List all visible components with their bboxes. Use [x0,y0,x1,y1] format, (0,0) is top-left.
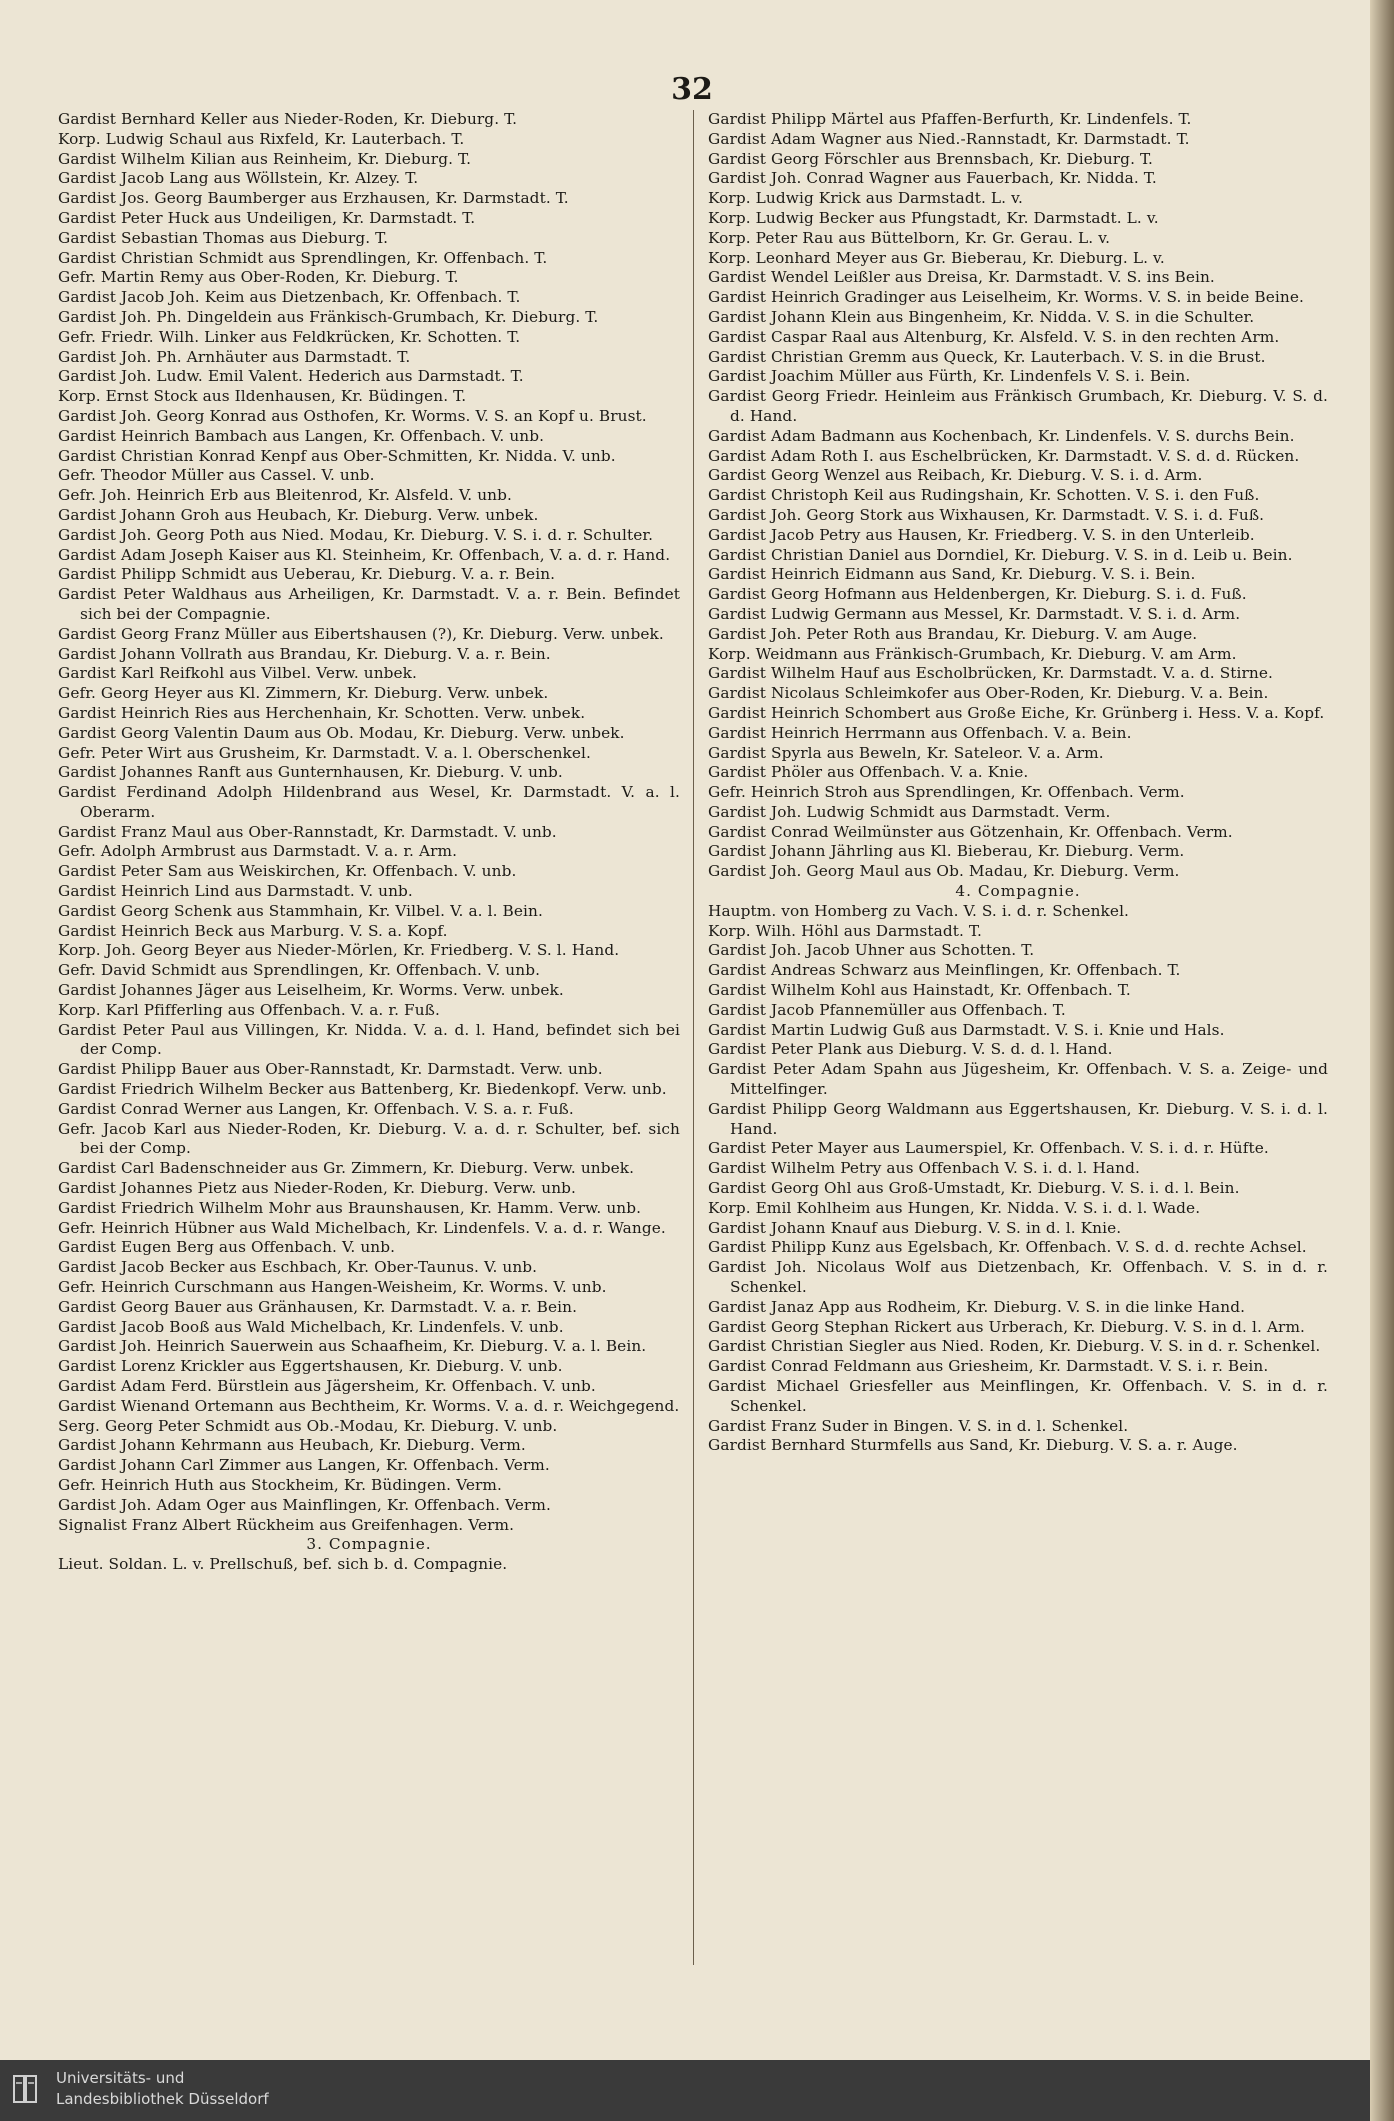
casualty-entry: Gardist Joh. Adam Oger aus Mainflingen, Kr. Offenbach. Verm. [58,1495,551,1514]
casualty-entry: Gardist Sebastian Thomas aus Dieburg. T. [58,228,389,247]
casualty-entry: Gardist Heinrich Beck aus Marburg. V. S. a. Kopf. [58,921,448,940]
casualty-entry: Gardist Philipp Bauer aus Ober-Rannstadt, Kr. Darmstadt. Verw. unb. [58,1060,603,1079]
left-entry-list-after [58,1555,680,1575]
casualty-entry: Gardist Georg Hofmann aus Heldenbergen, Kr. Dieburg. S. i. d. Fuß. [708,585,1247,604]
casualty-entry: Gardist Christian Schmidt aus Sprendlingen, Kr. Offenbach. T. [58,248,548,267]
casualty-entry: Gardist Spyrla aus Beweln, Kr. Sateleor. V. a. Arm. [708,743,1104,762]
casualty-entry: Gefr. Heinrich Curschmann aus Hangen-Weisheim, Kr. Worms. V. unb. [58,1278,607,1297]
casualty-entry: Gardist Joachim Müller aus Fürth, Kr. Lindenfels V. S. i. Bein. [708,367,1191,386]
casualty-entry: Gardist Johann Carl Zimmer aus Langen, Kr. Offenbach. Verm. [58,1456,550,1475]
casualty-entry: Gardist Jacob Petry aus Hausen, Kr. Friedberg. V. S. in den Unterleib. [708,525,1255,544]
casualty-entry: Gardist Christian Konrad Kenpf aus Ober-Schmitten, Kr. Nidda. V. unb. [58,446,616,465]
casualty-entry: Gardist Johann Klein aus Bingenheim, Kr. Nidda. V. S. in die Schulter. [708,307,1255,326]
left-column [58,110,680,1575]
casualty-entry: Gardist Joh. Ph. Arnhäuter aus Darmstadt. T. [58,347,411,366]
page-number: 32 [671,72,713,107]
casualty-entry: Gardist Wienand Ortemann aus Bechtheim, Kr. Worms. V. a. d. r. Weichgegend. [58,1396,680,1415]
casualty-entry: Gardist Lorenz Krickler aus Eggertshausen, Kr. Dieburg. V. unb. [58,1357,563,1376]
casualty-entry: Gardist Karl Reifkohl aus Vilbel. Verw. unbek. [58,664,418,683]
casualty-entry: Lieut. Soldan. L. v. Prellschuß, bef. sich b. d. Compagnie. [58,1555,508,1574]
casualty-entry: Gardist Bernhard Keller aus Nieder-Roden, Kr. Dieburg. T. [58,110,518,128]
casualty-entry: Gardist Joh. Georg Maul aus Ob. Madau, Kr. Dieburg. Verm. [708,862,1180,881]
casualty-entry: Gardist Janaz App aus Rodheim, Kr. Dieburg. V. S. in die linke Hand. [708,1297,1246,1316]
casualty-entry: Gardist Joh. Georg Stork aus Wixhausen, Kr. Darmstadt. V. S. i. d. Fuß. [708,505,1265,524]
casualty-entry: Korp. Emil Kohlheim aus Hungen, Kr. Nidda. V. S. i. d. l. Wade. [708,1198,1201,1217]
casualty-entry: Gefr. Heinrich Hübner aus Wald Michelbach, Kr. Lindenfels. V. a. d. r. Wange. [58,1218,666,1237]
casualty-entry: Gardist Christian Gremm aus Queck, Kr. Lauterbach. V. S. in die Brust. [708,347,1266,366]
casualty-entry: Gefr. Heinrich Huth aus Stockheim, Kr. Büdingen. Verm. [58,1475,502,1494]
casualty-entry: Gardist Friedrich Wilhelm Becker aus Battenberg, Kr. Biedenkopf. Verw. unb. [58,1080,667,1099]
casualty-entry: Hauptm. von Homberg zu Vach. V. S. i. d. r. Schenkel. [708,901,1130,920]
casualty-entry: Gardist Johann Jährling aus Kl. Bieberau, Kr. Dieburg. Verm. [708,842,1185,861]
casualty-entry: Gardist Nicolaus Schleimkofer aus Ober-Roden, Kr. Dieburg. V. a. Bein. [708,684,1269,703]
casualty-entry: Gefr. Jacob Karl aus Nieder-Roden, Kr. Dieburg. V. a. d. r. Schulter, bef. sich bei der Comp. [58,1119,680,1158]
casualty-entry: Gardist Georg Bauer aus Gränhausen, Kr. Darmstadt. V. a. r. Bein. [58,1297,578,1316]
casualty-entry: Gefr. Friedr. Wilh. Linker aus Feldkrücken, Kr. Schotten. T. [58,327,521,346]
casualty-entry: Gardist Joh. Jacob Uhner aus Schotten. T. [708,941,1035,960]
library-name-line1: Universitäts- und [56,2069,185,2087]
right-entry-list-after [708,902,1328,1456]
casualty-entry: Gardist Joh. Conrad Wagner aus Fauerbach, Kr. Nidda. T. [708,169,1157,188]
section-heading-4-compagnie: 4. Compagnie. [955,882,1081,901]
left-entry-list [58,110,680,1535]
casualty-entry: Gardist Johann Groh aus Heubach, Kr. Dieburg. Verw. unbek. [58,505,539,524]
casualty-entry: Korp. Ludwig Becker aus Pfungstadt, Kr. Darmstadt. L. v. [708,208,1159,227]
casualty-entry: Gardist Phöler aus Offenbach. V. a. Knie. [708,763,1029,782]
casualty-entry: Gardist Georg Franz Müller aus Eibertshausen (?), Kr. Dieburg. Verw. unbek. [58,624,664,643]
casualty-entry: Gardist Philipp Schmidt aus Ueberau, Kr. Dieburg. V. a. r. Bein. [58,565,556,584]
casualty-entry: Gardist Martin Ludwig Guß aus Darmstadt. V. S. i. Knie und Hals. [708,1020,1225,1039]
right-column [708,110,1328,1456]
casualty-entry: Gardist Adam Ferd. Bürstlein aus Jägersheim, Kr. Offenbach. V. unb. [58,1377,596,1395]
right-entry-list [708,110,1328,882]
casualty-entry: Gardist Peter Plank aus Dieburg. V. S. d. d. l. Hand. [708,1040,1113,1059]
casualty-entry: Korp. Karl Pfifferling aus Offenbach. V. a. r. Fuß. [58,1000,440,1019]
casualty-entry: Gardist Heinrich Herrmann aus Offenbach. V. a. Bein. [708,723,1132,742]
casualty-entry: Gardist Joh. Heinrich Sauerwein aus Schaafheim, Kr. Dieburg. V. a. l. Bein. [58,1337,647,1356]
casualty-entry: Gardist Johannes Pietz aus Nieder-Roden, Kr. Dieburg. Verw. unb. [58,1179,577,1198]
casualty-entry: Gardist Heinrich Bambach aus Langen, Kr. Offenbach. V. unb. [58,426,545,445]
casualty-entry: Gefr. David Schmidt aus Sprendlingen, Kr. Offenbach. V. unb. [58,961,541,980]
casualty-entry: Gardist Johann Kehrmann aus Heubach, Kr. Dieburg. Verm. [58,1436,526,1455]
casualty-entry: Gardist Jacob Lang aus Wöllstein, Kr. Alzey. T. [58,169,419,188]
casualty-entry: Gardist Georg Valentin Daum aus Ob. Modau, Kr. Dieburg. Verw. unbek. [58,723,625,742]
casualty-entry: Gardist Michael Griesfeller aus Meinflingen, Kr. Offenbach. V. S. in d. r. Schenkel. [708,1377,1328,1415]
casualty-entry: Korp. Ernst Stock aus Ildenhausen, Kr. Büdingen. T. [58,387,467,406]
library-name [56,2068,269,2110]
casualty-entry: Gardist Christoph Keil aus Rudingshain, Kr. Schotten. V. S. i. den Fuß. [708,486,1260,505]
casualty-entry: Serg. Georg Peter Schmidt aus Ob.-Modau, Kr. Dieburg. V. unb. [58,1416,558,1435]
casualty-entry: Gardist Adam Roth I. aus Eschelbrücken, Kr. Darmstadt. V. S. d. d. Rücken. [708,446,1300,465]
casualty-entry: Gefr. Theodor Müller aus Cassel. V. unb. [58,466,375,485]
casualty-entry: Gardist Heinrich Eidmann aus Sand, Kr. Dieburg. V. S. i. Bein. [708,565,1196,584]
casualty-entry: Gardist Jacob Becker aus Eschbach, Kr. Ober-Taunus. V. unb. [58,1258,538,1277]
casualty-entry: Gardist Franz Maul aus Ober-Rannstadt, Kr. Darmstadt. V. unb. [58,822,557,841]
casualty-entry: Korp. Ludwig Krick aus Darmstadt. L. v. [708,189,1023,208]
casualty-entry: Gardist Philipp Kunz aus Egelsbach, Kr. Offenbach. V. S. d. d. rechte Achsel. [708,1238,1307,1257]
casualty-entry: Gardist Joh. Nicolaus Wolf aus Dietzenbach, Kr. Offenbach. V. S. in d. r. Schenkel. [708,1258,1328,1297]
casualty-entry: Gardist Joh. Ludw. Emil Valent. Hederich aus Darmstadt. T. [58,367,524,386]
column-divider [693,110,694,1965]
casualty-entry: Gardist Heinrich Ries aus Herchenhain, Kr. Schotten. Verw. unbek. [58,703,586,722]
casualty-entry: Gardist Joh. Georg Konrad aus Osthofen, Kr. Worms. V. S. an Kopf u. Brust. [58,406,647,425]
casualty-entry: Korp. Wilh. Höhl aus Darmstadt. T. [708,921,982,940]
casualty-entry: Gardist Jacob Booß aus Wald Michelbach, Kr. Lindenfels. V. unb. [58,1317,564,1336]
casualty-entry: Korp. Weidmann aus Fränkisch-Grumbach, Kr. Dieburg. V. am Arm. [708,644,1237,663]
casualty-entry: Gardist Joh. Peter Roth aus Brandau, Kr. Dieburg. V. am Auge. [708,624,1198,643]
casualty-entry: Gardist Friedrich Wilhelm Mohr aus Braunshausen, Kr. Hamm. Verw. unb. [58,1198,642,1217]
casualty-entry: Gardist Georg Ohl aus Groß-Umstadt, Kr. Dieburg. V. S. i. d. l. Bein. [708,1179,1240,1198]
page-edge-shadow [1370,0,1394,2121]
library-footer [0,2060,1370,2121]
casualty-entry: Gefr. Georg Heyer aus Kl. Zimmern, Kr. Dieburg. Verw. unbek. [58,684,549,703]
casualty-entry: Gardist Peter Huck aus Undeiligen, Kr. Darmstadt. T. [58,208,476,227]
casualty-entry: Gardist Jacob Pfannemüller aus Offenbach. T. [708,1000,1066,1019]
casualty-entry: Signalist Franz Albert Rückheim aus Greifenhagen. Verm. [58,1515,515,1534]
casualty-entry: Gardist Carl Badenschneider aus Gr. Zimmern, Kr. Dieburg. Verw. unbek. [58,1159,635,1178]
casualty-entry: Korp. Ludwig Schaul aus Rixfeld, Kr. Lauterbach. T. [58,129,465,148]
casualty-entry: Gardist Christian Daniel aus Dorndiel, Kr. Dieburg. V. S. in d. Leib u. Bein. [708,545,1293,564]
casualty-entry: Gardist Georg Förschler aus Brennsbach, Kr. Dieburg. T. [708,149,1154,168]
casualty-entry: Gardist Georg Wenzel aus Reibach, Kr. Dieburg. V. S. i. d. Arm. [708,466,1203,485]
library-name-line2: Landesbibliothek Düsseldorf [56,2090,269,2108]
casualty-entry: Gardist Caspar Raal aus Altenburg, Kr. Alsfeld. V. S. in den rechten Arm. [708,327,1280,346]
casualty-entry: Gardist Christian Siegler aus Nied. Roden, Kr. Dieburg. V. S. in d. r. Schenkel. [708,1337,1321,1356]
casualty-entry: Gardist Bernhard Sturmfells aus Sand, Kr. Dieburg. V. S. a. r. Auge. [708,1436,1238,1455]
casualty-entry: Gardist Peter Sam aus Weiskirchen, Kr. Offenbach. V. unb. [58,862,517,881]
casualty-entry: Gardist Adam Wagner aus Nied.-Rannstadt, Kr. Darmstadt. T. [708,129,1190,148]
casualty-entry: Gardist Joh. Ludwig Schmidt aus Darmstadt. Verm. [708,802,1111,821]
casualty-entry: Gardist Adam Badmann aus Kochenbach, Kr. Lindenfels. V. S. durchs Bein. [708,426,1295,445]
casualty-entry: Gardist Johannes Jäger aus Leiselheim, Kr. Worms. Verw. unbek. [58,981,564,1000]
casualty-entry: Gefr. Heinrich Stroh aus Sprendlingen, Kr. Offenbach. Verm. [708,783,1185,802]
casualty-entry: Gardist Peter Waldhaus aus Arheiligen, Kr. Darmstadt. V. a. r. Bein. Befindet sich bei der Compagnie. [58,585,680,623]
casualty-entry: Gardist Franz Suder in Bingen. V. S. in d. l. Schenkel. [708,1416,1129,1435]
casualty-entry: Gardist Wilhelm Kilian aus Reinheim, Kr. Dieburg. T. [58,149,472,168]
casualty-entry: Gardist Georg Schenk aus Stammhain, Kr. Vilbel. V. a. l. Bein. [58,901,543,920]
section-heading-3-compagnie: 3. Compagnie. [306,1535,432,1554]
casualty-entry: Gardist Heinrich Schombert aus Große Eiche, Kr. Grünberg i. Hess. V. a. Kopf. [708,703,1325,722]
casualty-entry: Gardist Heinrich Gradinger aus Leiselheim, Kr. Worms. V. S. in beide Beine. [708,288,1304,307]
casualty-entry: Gardist Joh. Georg Poth aus Nied. Modau, Kr. Dieburg. V. S. i. d. r. Schulter. [58,525,654,544]
casualty-entry: Gardist Andreas Schwarz aus Meinflingen, Kr. Offenbach. T. [708,961,1181,980]
casualty-entry: Gardist Ludwig Germann aus Messel, Kr. Darmstadt. V. S. i. d. Arm. [708,604,1241,623]
casualty-entry: Gardist Wendel Leißler aus Dreisa, Kr. Darmstadt. V. S. ins Bein. [708,268,1215,287]
casualty-entry: Gardist Conrad Werner aus Langen, Kr. Offenbach. V. S. a. r. Fuß. [58,1099,574,1118]
casualty-entry: Korp. Joh. Georg Beyer aus Nieder-Mörlen, Kr. Friedberg. V. S. l. Hand. [58,941,620,960]
casualty-entry: Gardist Peter Paul aus Villingen, Kr. Nidda. V. a. d. l. Hand, befindet sich bei der Comp. [58,1020,680,1059]
casualty-entry: Gardist Conrad Weilmünster aus Götzenhain, Kr. Offenbach. Verm. [708,822,1233,841]
casualty-entry: Gardist Jacob Joh. Keim aus Dietzenbach, Kr. Offenbach. T. [58,288,521,307]
casualty-entry: Gardist Wilhelm Petry aus Offenbach V. S. i. d. l. Hand. [708,1159,1140,1178]
casualty-entry: Gardist Conrad Feldmann aus Griesheim, Kr. Darmstadt. V. S. i. r. Bein. [708,1357,1269,1376]
casualty-entry: Gefr. Martin Remy aus Ober-Roden, Kr. Dieburg. T. [58,268,459,287]
casualty-entry: Gardist Joh. Ph. Dingeldein aus Fränkisch-Grumbach, Kr. Dieburg. T. [58,307,599,326]
casualty-entry: Gardist Georg Stephan Rickert aus Urberach, Kr. Dieburg. V. S. in d. l. Arm. [708,1317,1306,1336]
casualty-entry: Korp. Leonhard Meyer aus Gr. Bieberau, Kr. Dieburg. L. v. [708,248,1165,267]
casualty-entry: Gardist Peter Adam Spahn aus Jügesheim, Kr. Offenbach. V. S. a. Zeige- und Mittelfinger. [708,1060,1328,1099]
casualty-entry: Gardist Ferdinand Adolph Hildenbrand aus Wesel, Kr. Darmstadt. V. a. l. Oberarm. [58,783,680,821]
casualty-entry: Gardist Johannes Ranft aus Gunternhausen, Kr. Dieburg. V. unb. [58,763,563,782]
casualty-entry: Gardist Johann Vollrath aus Brandau, Kr. Dieburg. V. a. r. Bein. [58,644,551,663]
casualty-entry: Gardist Johann Knauf aus Dieburg. V. S. in d. l. Knie. [708,1218,1122,1237]
casualty-entry: Gardist Wilhelm Hauf aus Escholbrücken, Kr. Darmstadt. V. a. d. Stirne. [708,664,1274,683]
casualty-entry: Gardist Philipp Märtel aus Pfaffen-Berfurth, Kr. Lindenfels. T. [708,110,1192,128]
casualty-entry: Gardist Heinrich Lind aus Darmstadt. V. unb. [58,882,413,901]
casualty-entry: Gefr. Adolph Armbrust aus Darmstadt. V. a. r. Arm. [58,842,458,861]
casualty-entry: Gefr. Joh. Heinrich Erb aus Bleitenrod, Kr. Alsfeld. V. unb. [58,486,512,505]
casualty-entry: Gardist Eugen Berg aus Offenbach. V. unb. [58,1238,396,1257]
casualty-entry: Gardist Jos. Georg Baumberger aus Erzhausen, Kr. Darmstadt. T. [58,189,569,208]
casualty-entry: Gardist Philipp Georg Waldmann aus Eggertshausen, Kr. Dieburg. V. S. i. d. l. Hand. [708,1099,1328,1138]
casualty-entry: Korp. Peter Rau aus Büttelborn, Kr. Gr. Gerau. L. v. [708,228,1111,247]
casualty-entry: Gardist Georg Friedr. Heinleim aus Fränkisch Grumbach, Kr. Dieburg. V. S. d. d. Hand. [708,387,1328,425]
ulb-logo-icon [12,2074,38,2104]
casualty-entry: Gardist Peter Mayer aus Laumerspiel, Kr. Offenbach. V. S. i. d. r. Hüfte. [708,1139,1269,1158]
casualty-entry: Gefr. Peter Wirt aus Grusheim, Kr. Darmstadt. V. a. l. Oberschenkel. [58,743,592,762]
casualty-entry: Gardist Adam Joseph Kaiser aus Kl. Steinheim, Kr. Offenbach, V. a. d. r. Hand. [58,545,671,564]
casualty-entry: Gardist Wilhelm Kohl aus Hainstadt, Kr. Offenbach. T. [708,981,1131,1000]
